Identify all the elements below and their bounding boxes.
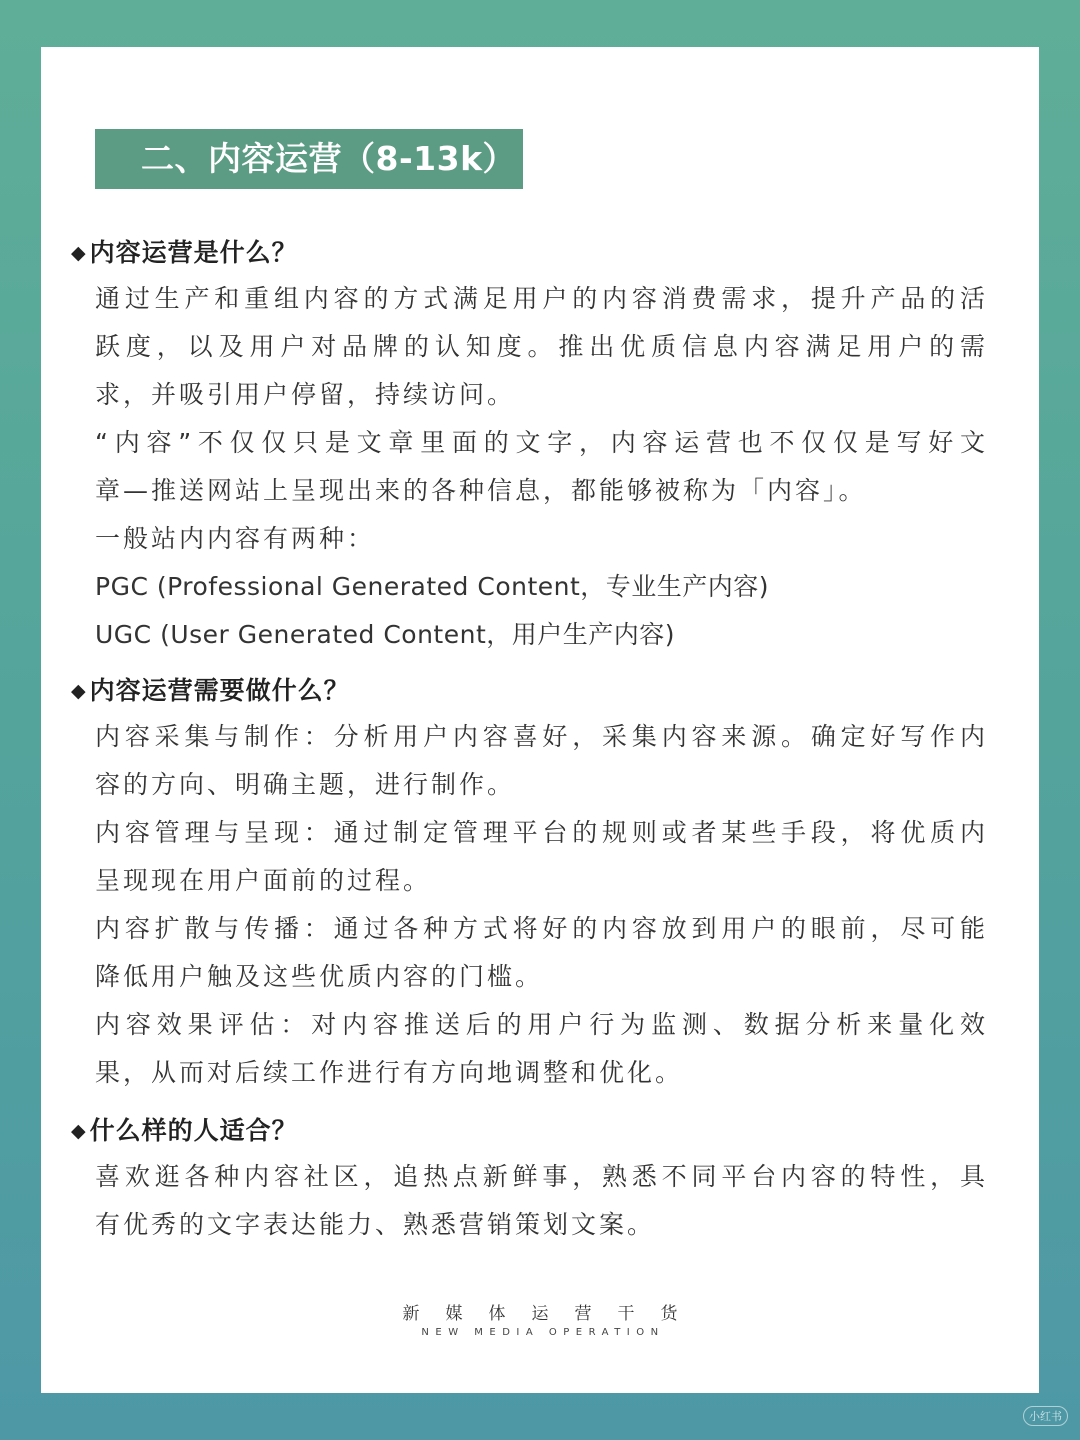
text-line: UGC (User Generated Content，用户生产内容): [95, 620, 676, 649]
text-line: 跃度，以及用户对品牌的认知度。推出优质信息内容满足用户的需: [95, 332, 985, 361]
text-line: 一般站内内容有两种：: [95, 524, 376, 553]
text-line: 内容扩散与传播：通过各种方式将好的内容放到用户的眼前，尽可能: [95, 914, 985, 943]
diamond-bullet-icon: ◆: [71, 242, 87, 264]
text-line: “内容”不仅仅只是文章里面的文字，内容运营也不仅仅是写好文: [95, 428, 985, 457]
xiaohongshu-watermark: 小红书: [1023, 1406, 1068, 1426]
section-heading-tasks: ◆ 内容运营需要做什么？: [71, 676, 350, 705]
text-line: 降低用户触及这些优质内容的门槛。: [95, 962, 544, 991]
footer-brand-cn: 新媒体运营干货: [402, 1304, 704, 1324]
text-line: 果，从而对后续工作进行有方向地调整和优化。: [95, 1058, 684, 1087]
section-heading-who: ◆ 什么样的人适合？: [71, 1116, 298, 1145]
text-line: 喜欢逛各种内容社区，追热点新鲜事，熟悉不同平台内容的特性，具: [95, 1162, 985, 1191]
text-line: 内容管理与呈现：通过制定管理平台的规则或者某些手段，将优质内: [95, 818, 985, 847]
diamond-bullet-icon: ◆: [71, 680, 87, 702]
text-line: 呈现现在用户面前的过程。: [95, 866, 432, 895]
diamond-bullet-icon: ◆: [71, 1120, 87, 1142]
text-line: 容的方向、明确主题，进行制作。: [95, 770, 516, 799]
content-card: [41, 47, 1039, 1393]
text-line: 内容效果评估：对内容推送后的用户行为监测、数据分析来量化效: [95, 1010, 985, 1039]
section-heading-what: ◆ 内容运营是什么？: [71, 238, 298, 267]
text-line: 有优秀的文字表达能力、熟悉营销策划文案。: [95, 1210, 656, 1239]
text-line: 求，并吸引用户停留，持续访问。: [95, 380, 516, 409]
title-banner: [95, 129, 523, 189]
text-line: PGC (Professional Generated Content，专业生产内容): [95, 572, 770, 601]
page-title: 二、内容运营（8-13k）: [141, 139, 517, 178]
text-line: 章—推送网站上呈现出来的各种信息，都能够被称为「内容」。: [95, 476, 867, 505]
text-line: 内容采集与制作：分析用户内容喜好，采集内容来源。确定好写作内: [95, 722, 985, 751]
footer-brand-en: NEW MEDIA OPERATION: [421, 1327, 665, 1338]
text-line: 通过生产和重组内容的方式满足用户的内容消费需求，提升产品的活: [95, 284, 985, 313]
